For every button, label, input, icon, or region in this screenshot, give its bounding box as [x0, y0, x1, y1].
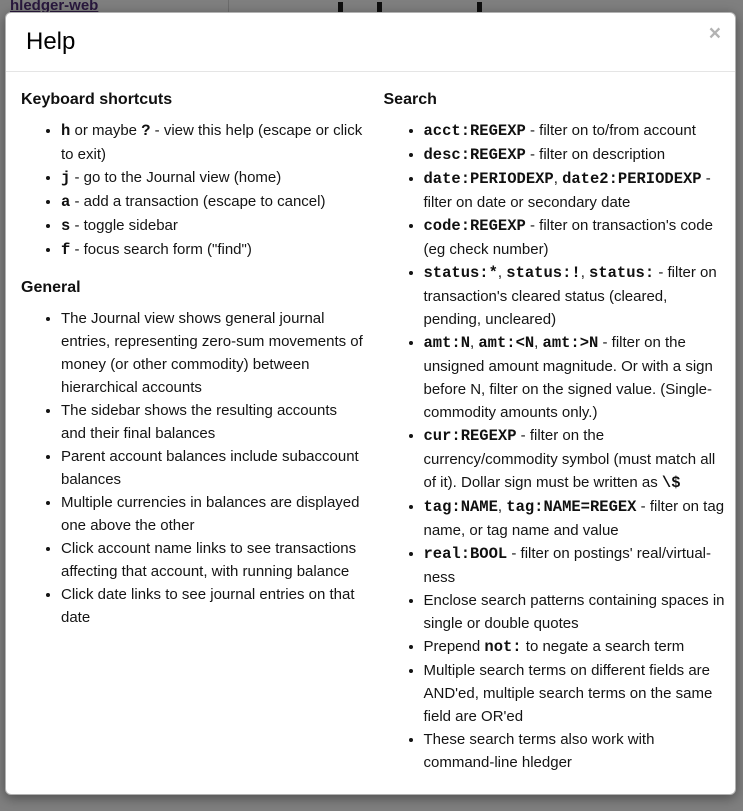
- code-term: code:REGEXP: [423, 217, 526, 235]
- help-modal: [5, 12, 736, 795]
- list-item: [424, 214, 727, 261]
- text-segment: The sidebar shows the resulting accounts and their final balances: [61, 402, 337, 442]
- help-list: [21, 119, 364, 262]
- list-item: [61, 537, 364, 583]
- text-segment: The Journal view shows general journal entries, representing zero-sum movements of money (or other commodity) between hierarchical accounts: [61, 310, 363, 396]
- code-term: cur:REGEXP: [423, 427, 517, 445]
- list-item: [61, 445, 364, 491]
- list-item: [424, 331, 727, 424]
- list-item: [61, 119, 364, 166]
- list-item: [61, 491, 364, 537]
- modal-title: Help: [26, 28, 76, 55]
- list-item: [424, 542, 727, 589]
- section-heading: Search: [383, 91, 437, 108]
- list-item: [424, 143, 727, 167]
- text-segment: These search terms also work with command-line hledger: [423, 731, 655, 771]
- text-segment: to negate a search term: [521, 638, 685, 655]
- text-segment: - filter on the unsigned amount magnitude. Or with a sign before N, filter on the signed value. (Single-commodity amounts only.): [423, 334, 713, 421]
- text-segment: Multiple search terms on different fields are AND'ed, multiple search terms on the same field are OR'ed: [423, 662, 713, 725]
- code-term: acct:REGEXP: [423, 122, 526, 140]
- text-segment: Click account name links to see transactions affecting that account, with running balance: [61, 540, 357, 580]
- list-item: [424, 728, 727, 774]
- section-heading: Keyboard shortcuts: [21, 91, 173, 108]
- code-term: j: [61, 169, 71, 187]
- code-term: amt:<N: [478, 334, 535, 352]
- text-segment: - filter on to/from account: [525, 122, 696, 139]
- text-segment: - focus search form ("find"): [70, 241, 252, 258]
- text-segment: ,: [470, 334, 479, 351]
- code-term: s: [61, 217, 71, 235]
- code-term: date:PERIODEXP: [423, 170, 554, 188]
- code-term: \$: [661, 474, 681, 492]
- list-item: [61, 166, 364, 190]
- code-term: status:!: [506, 264, 581, 282]
- list-item: [424, 495, 727, 542]
- text-segment: ,: [497, 498, 507, 515]
- list-item: [424, 167, 727, 214]
- help-column: [384, 91, 727, 786]
- list-item: [61, 238, 364, 262]
- modal-body: [6, 72, 735, 795]
- text-segment: - go to the Journal view (home): [70, 169, 282, 186]
- list-item: [61, 190, 364, 214]
- text-segment: Parent account balances include subaccount balances: [61, 448, 359, 488]
- text-segment: - filter on tag name, or tag name and value: [423, 498, 725, 539]
- text-segment: - view this help (escape or click to exit): [61, 122, 363, 163]
- list-item: [61, 399, 364, 445]
- code-term: tag:NAME=REGEX: [506, 498, 637, 516]
- code-term: status:*: [423, 264, 498, 282]
- code-term: date2:PERIODEXP: [562, 170, 702, 188]
- text-segment: - toggle sidebar: [70, 217, 178, 234]
- close-icon[interactable]: ×: [708, 22, 721, 45]
- text-segment: or maybe: [70, 122, 142, 139]
- list-item: [424, 589, 727, 635]
- text-segment: - filter on transaction's cleared status (cleared, pending, uncleared): [423, 264, 717, 328]
- text-segment: Click date links to see journal entries on that date: [61, 586, 355, 626]
- list-item: [424, 659, 727, 728]
- list-item: [61, 214, 364, 238]
- modal-header: [6, 13, 735, 72]
- list-item: [61, 307, 364, 399]
- section-heading: General: [21, 279, 81, 296]
- code-term: status:: [589, 264, 655, 282]
- list-item: [61, 583, 364, 629]
- text-segment: Multiple currencies in balances are displayed one above the other: [61, 494, 360, 534]
- help-list: [21, 307, 364, 629]
- text-segment: - filter on date or secondary date: [423, 170, 711, 211]
- code-term: f: [61, 241, 71, 259]
- code-term: amt:>N: [542, 334, 599, 352]
- help-list: [384, 119, 727, 774]
- code-term: tag:NAME: [423, 498, 498, 516]
- list-item: [424, 635, 727, 659]
- text-segment: ,: [497, 264, 507, 281]
- text-segment: ,: [580, 264, 590, 281]
- code-term: a: [61, 193, 71, 211]
- text-segment: ,: [553, 170, 563, 187]
- text-segment: - filter on transaction's code (eg check number): [423, 217, 713, 258]
- list-item: [424, 261, 727, 331]
- code-term: h: [61, 122, 71, 140]
- text-segment: ,: [534, 334, 543, 351]
- code-term: ?: [141, 122, 151, 140]
- text-segment: Enclose search patterns containing spaces in single or double quotes: [423, 592, 725, 632]
- code-term: desc:REGEXP: [423, 146, 526, 164]
- code-term: real:BOOL: [423, 545, 508, 563]
- help-column: [21, 91, 364, 786]
- text-segment: - add a transaction (escape to cancel): [70, 193, 326, 210]
- code-term: not:: [484, 638, 522, 656]
- text-segment: - filter on description: [525, 146, 666, 163]
- list-item: [424, 119, 727, 143]
- text-segment: Prepend: [423, 638, 485, 655]
- text-segment: - filter on postings' real/virtual-ness: [423, 545, 711, 586]
- list-item: [424, 424, 727, 495]
- code-term: amt:N: [423, 334, 471, 352]
- text-segment: - filter on the currency/commodity symbol (must match all of it). Dollar sign must be written as: [423, 427, 716, 491]
